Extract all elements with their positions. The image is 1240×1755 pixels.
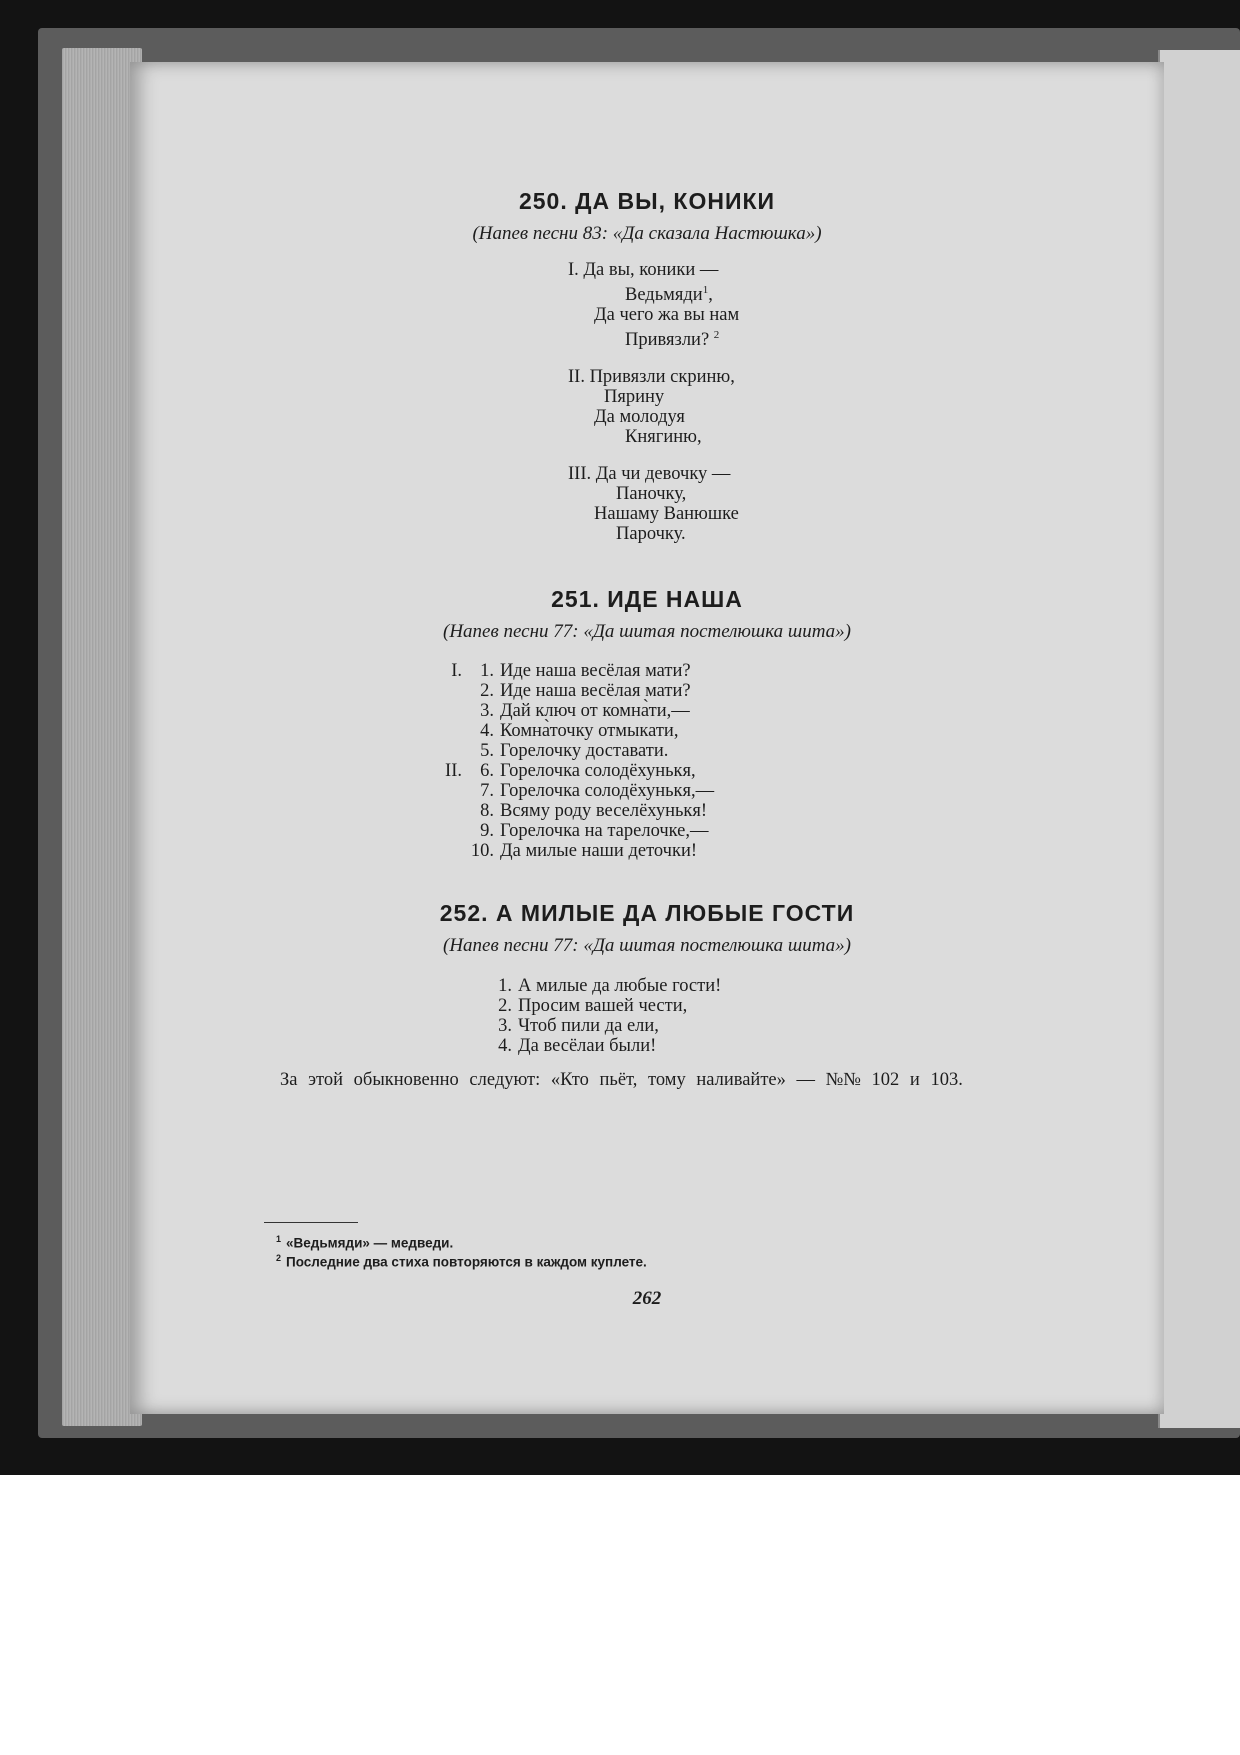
song-251-verses bbox=[445, 661, 715, 861]
book-page bbox=[130, 62, 1164, 1414]
song-title: 250. ДА ВЫ, КОНИКИ bbox=[518, 188, 776, 214]
stanza bbox=[568, 260, 739, 350]
verse-line: Привязли? $^2$ bbox=[625, 329, 720, 351]
footnotes bbox=[276, 1232, 647, 1269]
verse-line: Княгиню, bbox=[625, 427, 702, 448]
footnote-mark: 1 bbox=[702, 284, 709, 296]
verse-line: Да молодуя bbox=[594, 407, 685, 428]
verse-line: II. Привязли скриню, bbox=[568, 367, 735, 388]
verse-line: II. 6. Горелочка солодёхунькя, bbox=[466, 761, 714, 781]
song-title: 252. А МИЛЫЕ ДА ЛЮБЫЕ ГОСТИ bbox=[439, 900, 855, 926]
verse-line: 3. Дай ключ от комна̀ти,— bbox=[480, 701, 690, 721]
part-marker: I. bbox=[451, 661, 462, 681]
song-252 bbox=[130, 900, 1164, 957]
verse-line: Паночку, bbox=[616, 484, 687, 505]
verse-line: 5. Горелочку доставати. bbox=[480, 741, 669, 761]
verse-line: 1. А милые да любые гости! bbox=[498, 976, 722, 996]
song-subtitle: (Напев песни 83: «Да сказала Настюшка») bbox=[472, 223, 822, 244]
closing-note: За этой обыкновенно следуют: «Кто пьёт, тому наливайте» — №№ 102 и 103. bbox=[280, 1070, 963, 1090]
verse-line: 4. Да весёлаи были! bbox=[498, 1036, 657, 1056]
song-subtitle: (Напев песни 77: «Да шитая постелюшка шита») bbox=[443, 621, 851, 642]
verse-line: Пярину bbox=[604, 387, 665, 408]
song-title: 251. ИДЕ НАША bbox=[551, 586, 743, 612]
page-content bbox=[130, 62, 1164, 1414]
song-250-verses bbox=[568, 260, 739, 544]
verse-line: 9. Горелочка на тарелочке,— bbox=[480, 821, 709, 841]
page-number: 262 bbox=[632, 1288, 662, 1309]
verse-line: III. Да чи девочку — bbox=[568, 464, 731, 485]
verse-line: 10. Да милые наши деточки! bbox=[470, 841, 698, 861]
verse-line: Парочку. bbox=[616, 524, 686, 545]
verse-line: Нашаму Ванюшке bbox=[594, 504, 739, 525]
verse-line: Ведьмяди$^1$, bbox=[625, 284, 713, 306]
stanza bbox=[568, 464, 739, 544]
footnote-mark: 2 bbox=[713, 329, 720, 342]
song-250 bbox=[130, 188, 1164, 245]
verse-line: 2. Просим вашей чести, bbox=[498, 996, 688, 1016]
verse-line: 4. Комна̀точку отмыкати, bbox=[480, 721, 679, 741]
verse-line: Да чего жа вы нам bbox=[594, 305, 740, 326]
stanza bbox=[568, 367, 739, 447]
song-251 bbox=[130, 586, 1164, 643]
verse-line: 7. Горелочка солодёхунькя,— bbox=[480, 781, 715, 801]
song-subtitle: (Напев песни 77: «Да шитая постелюшка шита») bbox=[443, 935, 851, 956]
song-252-verses bbox=[484, 976, 721, 1056]
footnote: $^1$ «Ведьмяди» — медведи. bbox=[276, 1234, 454, 1251]
verse-line: 3. Чтоб пили да ели, bbox=[498, 1016, 659, 1036]
adjacent-page-edge bbox=[1158, 50, 1240, 1428]
verse-line: 8. Всяму роду веселёхунькя! bbox=[480, 801, 708, 821]
verse-line: I. 1. Иде наша весёлая мати? bbox=[466, 661, 714, 681]
verse-line: 2. Иде наша весёлая мати? bbox=[480, 681, 691, 701]
footnote-rule bbox=[264, 1222, 358, 1223]
verse-line: I. Да вы, коники — bbox=[568, 260, 719, 280]
part-marker: II. bbox=[445, 761, 462, 781]
footnote: $^2$ Последние два стиха повторяются в каждом куплете. bbox=[276, 1252, 647, 1269]
